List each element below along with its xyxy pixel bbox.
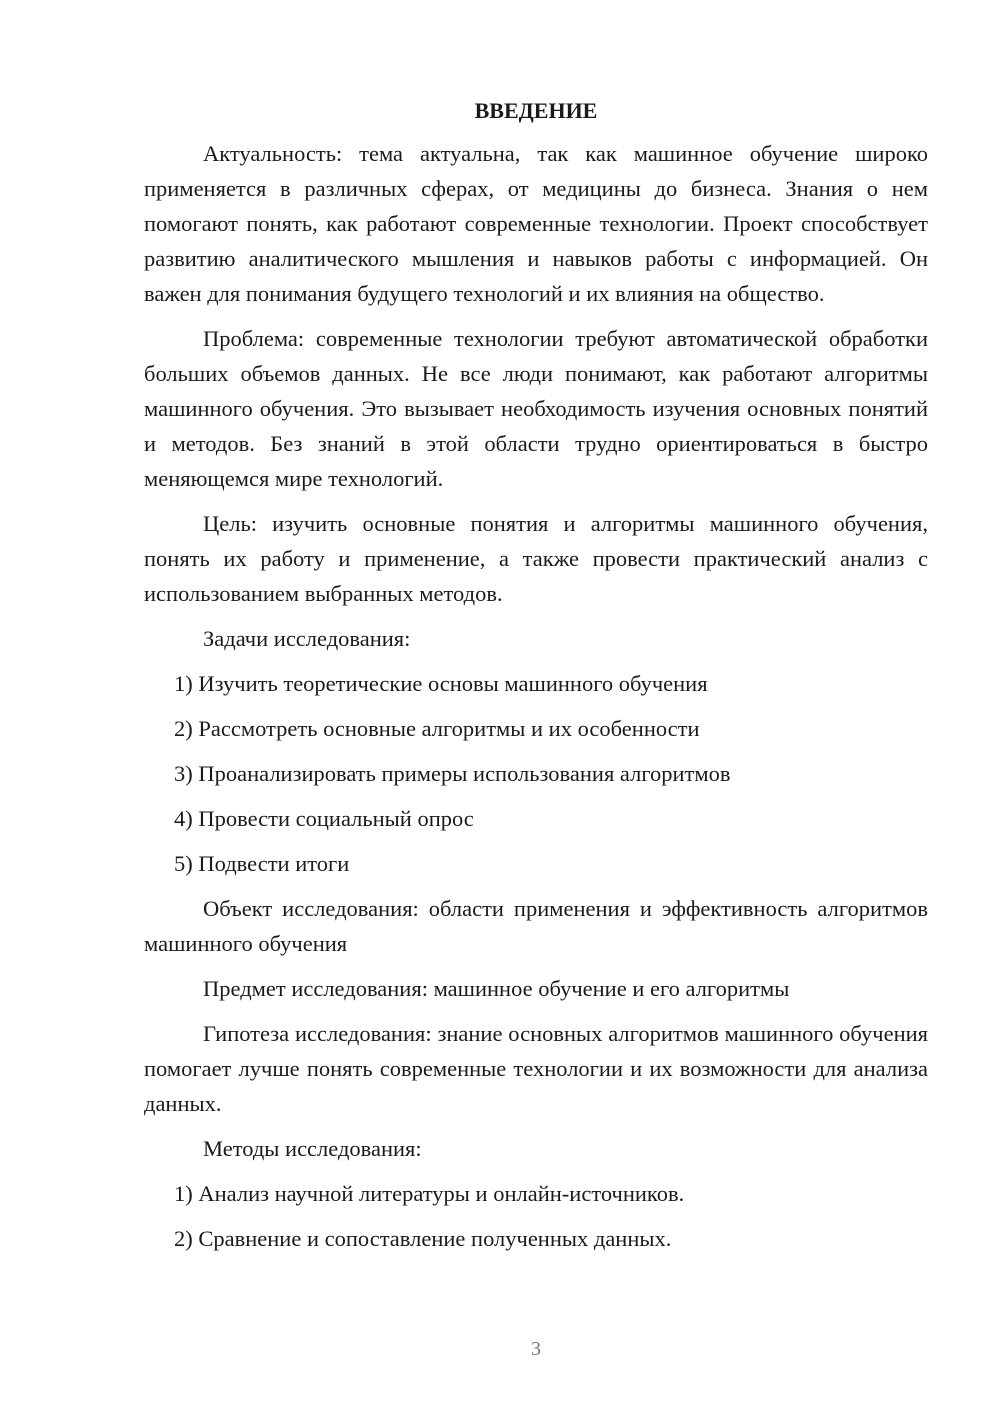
list-item: 1) Изучить теоретические основы машинного обучения (174, 671, 708, 696)
object-paragraph: Объект исследования: области применения и эффективность алгоритмов машинного обучения (144, 896, 928, 956)
list-item: 2) Рассмотреть основные алгоритмы и их особенности (174, 716, 700, 741)
tasks-heading: Задачи исследования: (203, 626, 411, 651)
list-item: 4) Провести социальный опрос (174, 806, 474, 831)
list-item: 1) Анализ научной литературы и онлайн-источников. (174, 1181, 685, 1206)
goal-paragraph: Цель: изучить основные понятия и алгоритмы машинного обучения, понять их работу и применение, а также провести практический анализ с использованием выбранных методов. (144, 511, 928, 606)
page-body (144, 93, 928, 1266)
list-item: 3) Проанализировать примеры использования алгоритмов (174, 761, 731, 786)
subject-paragraph: Предмет исследования: машинное обучение и его алгоритмы (203, 976, 790, 1001)
hypothesis-paragraph: Гипотеза исследования: знание основных алгоритмов машинного обучения помогает лучше понять современные технологии и их возможности для анализа данных. (144, 1021, 928, 1116)
page-number: 3 (531, 1338, 541, 1360)
section-title: ВВЕДЕНИЕ (474, 98, 598, 123)
methods-heading: Методы исследования: (203, 1136, 422, 1161)
relevance-paragraph: Актуальность: тема актуальна, так как машинное обучение широко применяется в различных сферах, от медицины до бизнеса. Знания о нем помогают понять, как работают современные технологии. Проект способствует развитию аналитического мышления и навыков работы с информацией. Он важен для понимания будущего технологий и их влияния на общество. (144, 141, 928, 306)
problem-paragraph: Проблема: современные технологии требуют автоматической обработки больших объемов данных. Не все люди понимают, как работают алгоритмы машинного обучения. Это вызывает необходимость изучения основных понятий и методов. Без знаний в этой области трудно ориентироваться в быстро меняющемся мире технологий. (144, 326, 928, 491)
list-item: 5) Подвести итоги (174, 851, 350, 876)
list-item: 2) Сравнение и сопоставление полученных данных. (174, 1226, 672, 1251)
